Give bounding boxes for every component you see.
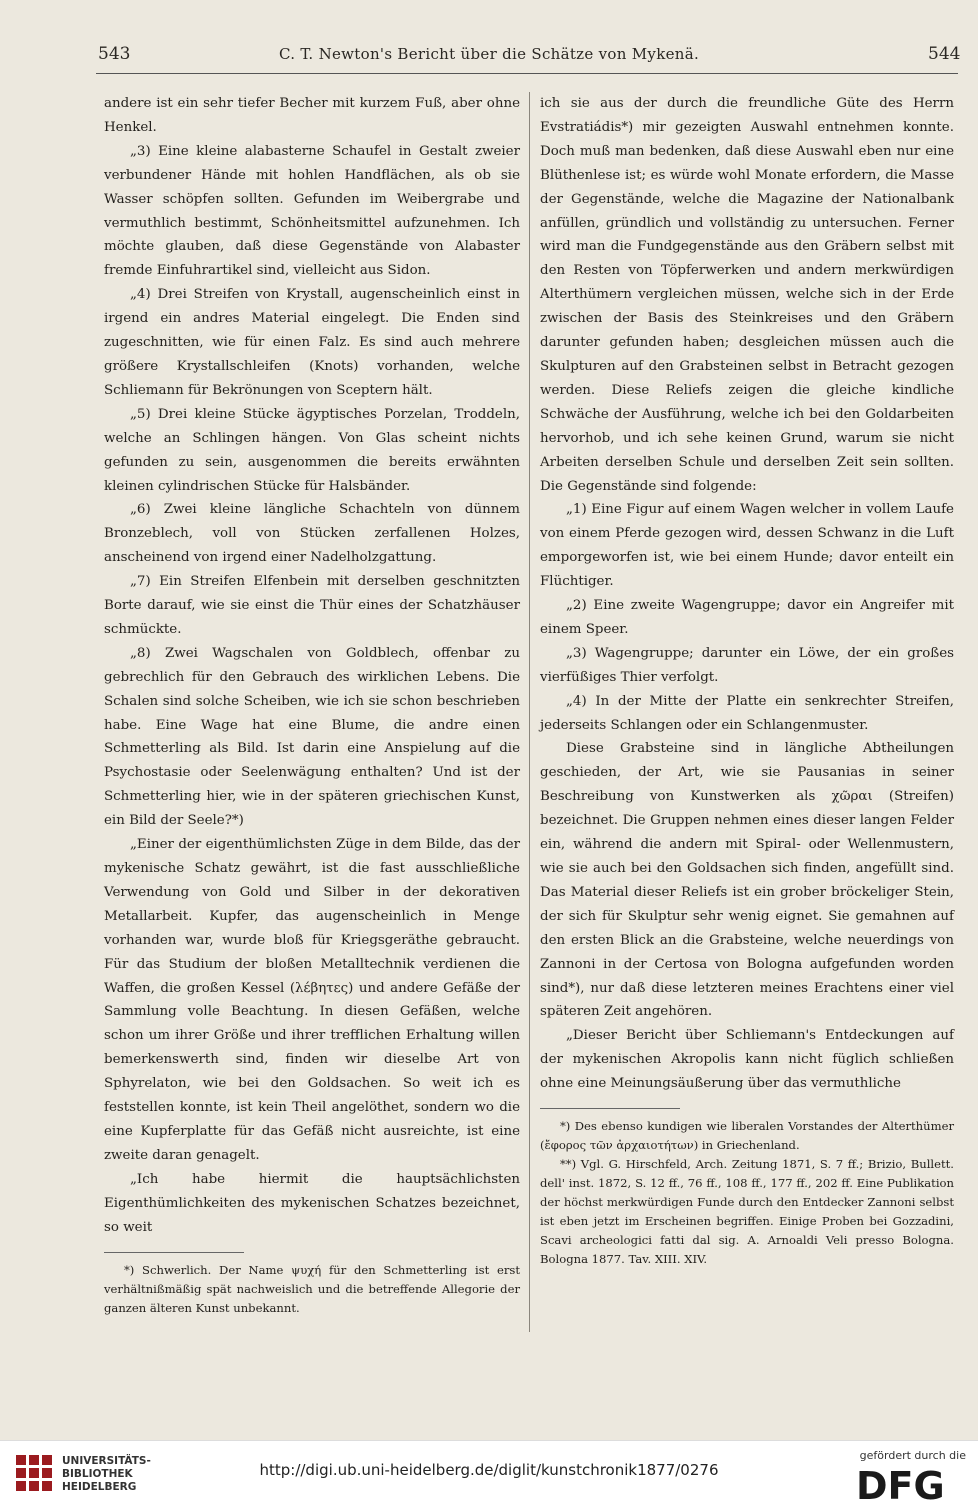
right-paragraph: Diese Grabsteine sind in längliche Abtheilungen geschieden, der Art, wie sie Pausanias in seiner Beschreibung von Kunstwerken als χῶραι (Streifen) bezeichnet. Die Gruppen nehmen eines dieser langen Felder ein, während die andern mit Spiral- oder Wellenmustern, wie sie auch bei den Goldsachen sich finden, angefüllt sind. Das Material dieser Reliefs ist ein grober bröckeliger Stein, der sich für Skulptur sehr wenig eignet. Sie gemahnen auf den ersten Blick an die Grabsteine, welche neuerdings von Zannoni in der Certosa von Bologna aufgefunden worden sind*), nur daß diese letzteren meines Erachtens einer viel späteren Zeit angehören. [540,741,954,1020]
left-paragraph: „7) Ein Streifen Elfenbein mit derselben geschnitzten Borte darauf, wie sie einst die Thür eines der Schatzhäuser schmückte. [104,574,520,637]
left-paragraph: „3) Eine kleine alabasterne Schaufel in Gestalt zweier verbundener Hände mit hohlen Handflächen, als ob sie Wasser schöpfen sollten. Gefunden im Weibergrabe und vermuthlich bestimmt, Schönheitsmittel aufzunehmen. Ich möchte glauben, daß diese Gegenstände von Alabaster fremde Einfuhrartikel sind, vielleicht aus Sidon. [104,143,520,279]
right-column [540,92,954,1269]
footnote: **) Vgl. G. Hirschfeld, Arch. Zeitung 1871, S. 7 ff.; Brizio, Bullett. dell' inst. 1872, S. 12 ff., 76 ff., 108 ff., 177 ff., 202 ff. Eine Publikation der höchst merkwürdigen Funde durch den Entdecker Zannoni selbst ist eben jetzt im Erscheinen begriffen. Einige Proben bei Gozzadini, Scavi archeologici fatti dal sig. A. Arnoaldi Veli presso Bologna. Bologna 1877. Tav. XIII. XIV. [540,1157,954,1267]
right-paragraph: „3) Wagengruppe; darunter ein Löwe, der ein großes vierfüßiges Thier verfolgt. [540,645,954,685]
page-number-right: 544 [928,44,961,64]
column-divider [529,92,530,1332]
left-paragraph: „Einer der eigenthümlichsten Züge in dem Bilde, das der mykenische Schatz gewährt, ist die fast ausschließliche Verwendung von Gold und Silber in der dekorativen Metallarbeit. Kupfer, das augenscheinlich in Menge vorhanden war, wurde bloß für Kriegsgeräthe gebraucht. Für das Studium der bloßen Metalltechnik verdienen die Waffen, die großen Kessel (λέβητες) und andere Gefäße der Sammlung volle Beachtung. In diesen Gefäßen, welche schon um ihrer Größe und ihrer trefflichen Erhaltung willen bemerkenswerth sind, finden wir dieselbe Art von Sphyrelaton, wie bei den Goldsachen. So weit ich es feststellen konnte, ist kein Theil angelöthet, sondern wo die eine Kupferplatte für das Gefäß nicht ausreichte, ist eine zweite daran genagelt. [104,837,520,1163]
left-paragraph: „8) Zwei Wagschalen von Goldblech, offenbar zu gebrechlich für den Gebrauch des wirklichen Lebens. Die Schalen sind solche Scheiben, wie ich sie schon beschrieben habe. Eine Wage hat eine Blume, die andre einen Schmetterling als Bild. Ist darin eine Anspielung auf die Psychostasie oder Seelenwägung enthalten? Und ist der Schmetterling hier, wie in der späteren griechischen Kunst, ein Bild der Seele?*) [104,645,520,829]
running-title: C. T. Newton's Bericht über die Schätze von Mykenä. [278,45,700,63]
right-paragraph: „2) Eine zweite Wagengruppe; davor ein Angreifer mit einem Speer. [540,598,954,637]
right-paragraph: ich sie aus der durch die freundliche Güte des Herrn Evstratiádis*) mir gezeigten Auswahl entnehmen konnte. Doch muß man bedenken, daß diese Auswahl eben nur eine Blüthenlese ist; es würde wohl Monate erfordern, die Masse der Gegenstände, welche die Magazine der Nationalbank anfüllen, gründlich und vollständig zu untersuchen. Ferner wird man die Fundgegenstände aus den Gräbern selbst mit den Resten von Töpferwerken und andern merkwürdigen Alterthümern vergleichen müssen, welche sich in der Erde zwischen der Basis des Steinkreises und den Gräbern darunter gefunden haben; desgleichen müssen auch die Skulpturen auf den Grabsteinen selbst in Betracht gezogen werden. Diese Reliefs zeigen die gleiche kindliche Schwäche der Ausführung, welche ich bei den Goldarbeiten hervorhob, und ich sehe keinen Grund, warum sie nicht Arbeiten derselben Schule und derselben Zeit sein sollten. Die Gegenstände sind folgende: [540,96,954,494]
footnote-rule [540,1108,680,1109]
viewer-footer [0,1440,978,1512]
left-column [104,92,520,1318]
dfg-logo-text: DFG [856,1464,945,1505]
footnote-rule [104,1252,244,1253]
right-paragraph: „4) In der Mitte der Platte ein senkrechter Streifen, jederseits Schlangen oder ein Schlangenmuster. [540,693,954,733]
left-paragraph: „6) Zwei kleine längliche Schachteln von dünnem Bronzeblech, voll von Stücken zerfallenen Holzes, anscheinend von irgend einer Nadelholzgattung. [104,502,520,566]
right-paragraph: „1) Eine Figur auf einem Wagen welcher in vollem Laufe von einem Pferde gezogen wird, dessen Schwanz in die Luft emporgeworfen ist, wie bei einem Hunde; davor enteilt ein Flüchtiger. [540,502,954,590]
running-header [0,30,978,84]
permalink-url[interactable]: http://digi.ub.uni-heidelberg.de/diglit/kunstchronik1877/0276 [259,1461,719,1479]
footnote: *) Schwerlich. Der Name ψυχή für den Schmetterling ist erst verhältnißmäßig spät nachweislich und die betreffende Allegorie der ganzen älteren Kunst unbekannt. [104,1262,520,1315]
header-rule [96,73,958,74]
library-name: UNIVERSITÄTS- BIBLIOTHEK HEIDELBERG [62,1455,151,1493]
right-paragraph: „Dieser Bericht über Schliemann's Entdeckungen auf der mykenischen Akropolis kann nicht füglich schließen ohne eine Meinungsäußerung über das vermuthliche [540,1028,954,1092]
right-footnotes [540,1117,954,1269]
funding-note: gefördert durch die [859,1449,966,1462]
left-paragraph: „4) Drei Streifen von Krystall, augenscheinlich einst in irgend ein andres Material eingelegt. Die Enden sind zugeschnitten, wie für einen Falz. Es sind auch mehrere größere Krystallschleifen (Knots) vorhanden, welche Schliemann für Bekrönungen von Sceptern hält. [104,287,520,398]
footnote: *) Des ebenso kundigen wie liberalen Vorstandes der Alterthümer (ἔφορος τῶν ἀρχαιοτήτων) in Griechenland. [540,1119,954,1153]
page-number-left: 543 [98,44,131,64]
left-paragraph: andere ist ein sehr tiefer Becher mit kurzem Fuß, aber ohne Henkel. [104,96,520,135]
left-paragraph: „Ich habe hiermit die hauptsächlichsten Eigenthümlichkeiten des mykenischen Schatzes bezeichnet, so weit [104,1171,520,1235]
left-paragraph: „5) Drei kleine Stücke ägyptisches Porzelan, Troddeln, welche an Schlingen hängen. Von Glas scheint nichts gefunden zu sein, ausgenommen die bereits erwähnten kleinen cylindrischen Stücke für Halsbänder. [104,406,520,494]
dfg-logo-icon [852,1463,964,1505]
left-footnotes [104,1261,520,1318]
